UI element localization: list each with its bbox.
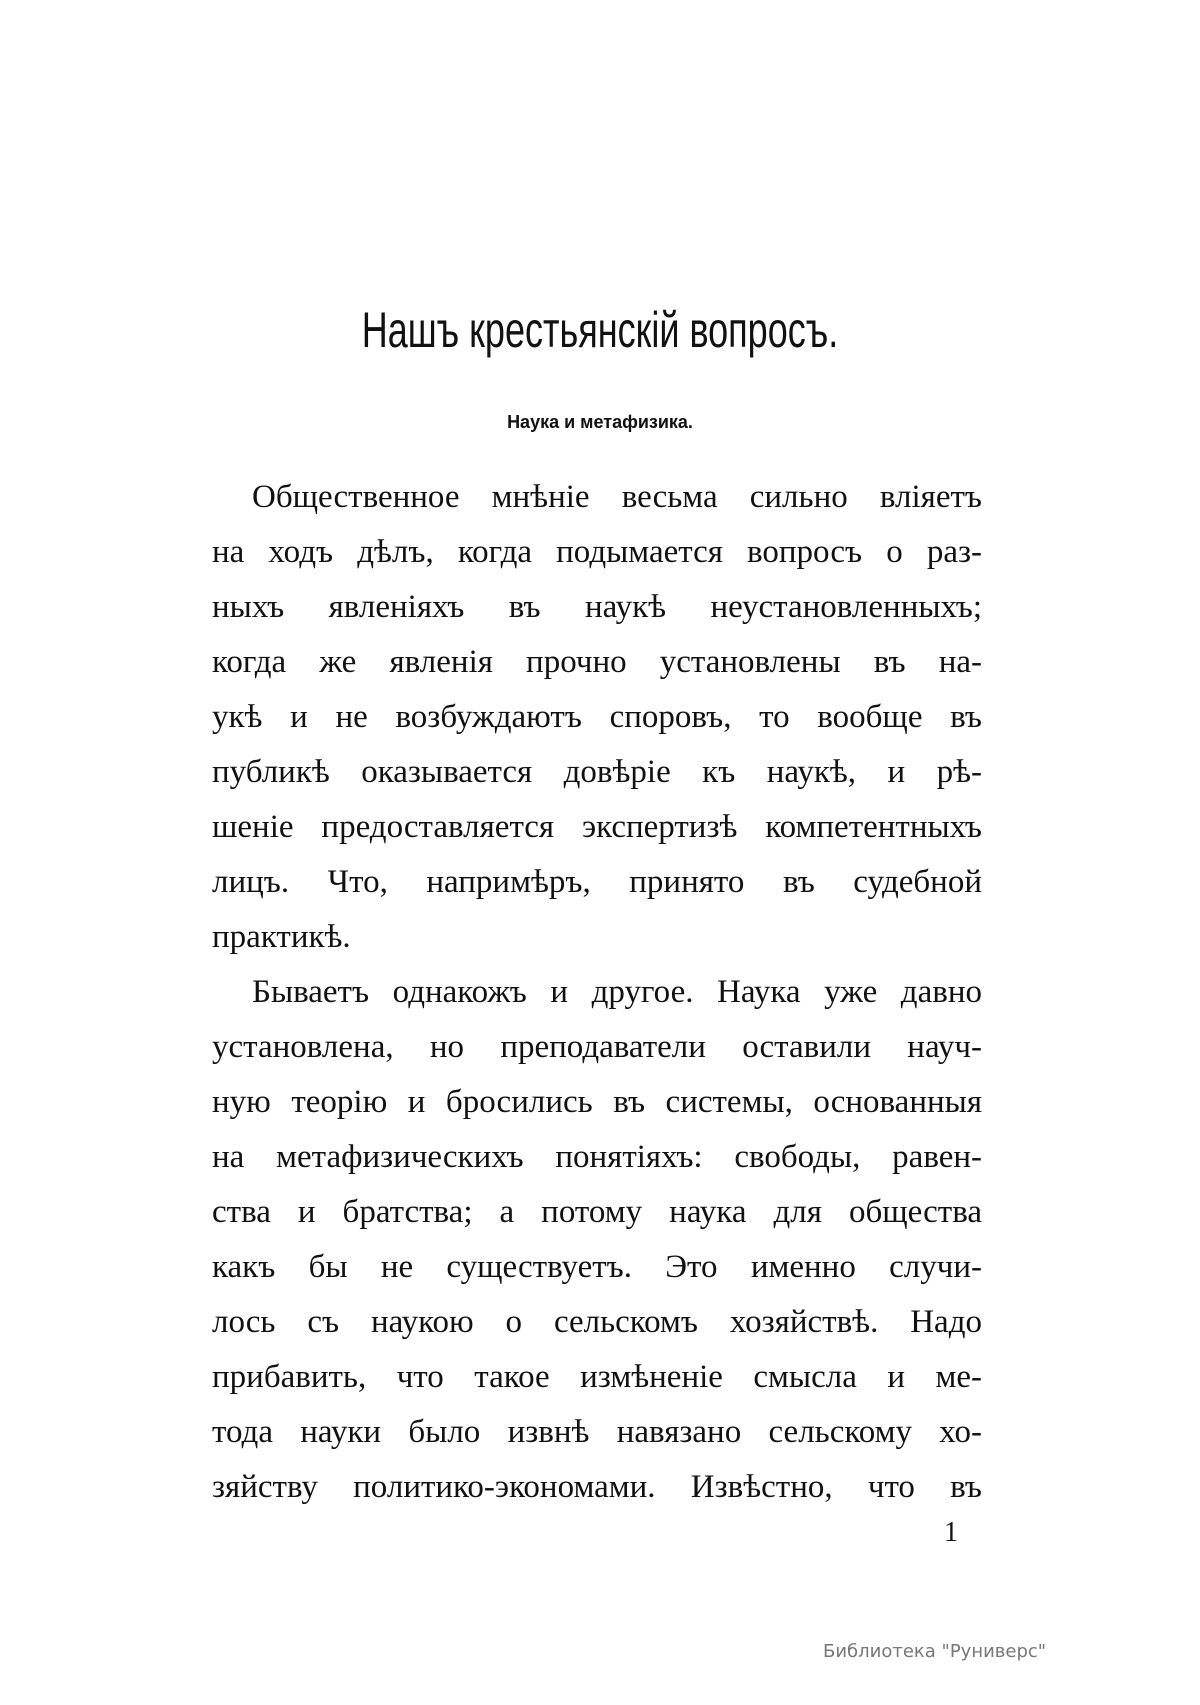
- text-line: лось съ наукою о сельскомъ хозяйствѣ. Надо: [212, 1304, 982, 1340]
- text-line: шеніе предоставляется экспертизѣ компетентныхъ: [212, 809, 982, 845]
- text-line: зяйству политико-экономами. Извѣстно, что въ: [212, 1469, 982, 1505]
- text-line: какъ бы не существуетъ. Это именно случи-: [212, 1249, 982, 1285]
- text-line: установлена, но преподаватели оставили науч-: [212, 1029, 982, 1065]
- text-line: практикѣ.: [212, 919, 351, 955]
- text-line: Бываетъ однакожъ и другое. Наука уже давно: [252, 974, 982, 1010]
- text-line: ныхъ явленіяхъ въ наукѣ неустановленныхъ;: [212, 589, 982, 625]
- text-line: Общественное мнѣніе весьма сильно вліяетъ: [252, 479, 982, 515]
- text-line: тода науки было извнѣ навязано сельскому хо-: [212, 1414, 982, 1450]
- paragraph-2: [212, 965, 982, 1515]
- text-line: ства и братства; а потому наука для общества: [212, 1194, 982, 1230]
- text-line: лицъ. Что, напримѣръ, принято въ судебной: [212, 864, 982, 900]
- page-title: Нашъ крестьянскій вопросъ.: [361, 302, 839, 358]
- paragraph-1: [212, 470, 982, 965]
- text-line: на метафизическихъ понятіяхъ: свободы, равен-: [212, 1139, 982, 1175]
- section-subtitle: Наука и метафизика.: [507, 412, 693, 432]
- text-line: прибавить, что такое измѣненіе смысла и ме-: [212, 1359, 982, 1395]
- text-line: ную теорію и бросились въ системы, основанныя: [212, 1084, 982, 1120]
- text-line: на ходъ дѣлъ, когда подымается вопросъ о раз-: [212, 534, 982, 570]
- body-text: [212, 470, 982, 1515]
- page-number: 1: [944, 1517, 958, 1548]
- text-line: укѣ и не возбуждаютъ споровъ, то вообще въ: [212, 699, 982, 735]
- text-line: когда же явленія прочно установлены въ на-: [212, 644, 982, 680]
- text-line: публикѣ оказывается довѣріе къ наукѣ, и рѣ-: [212, 754, 982, 790]
- library-watermark: Библиотека "Руниверс": [823, 1641, 1047, 1662]
